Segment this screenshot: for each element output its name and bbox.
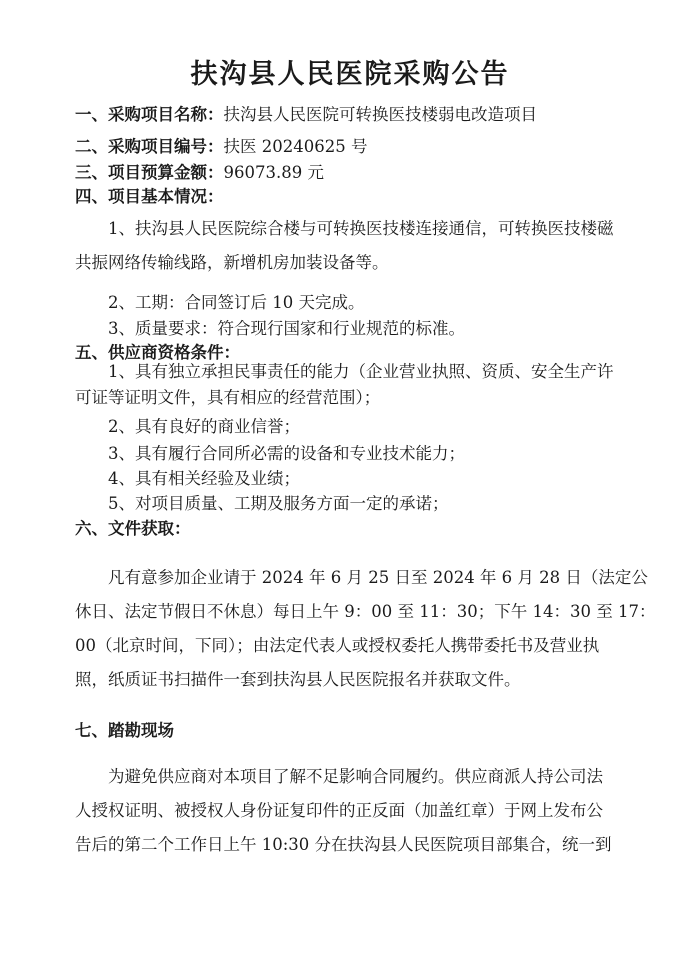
project-name-label: 一、采购项目名称： — [75, 105, 224, 124]
basic-info-heading — [75, 183, 224, 207]
qualification-label: 五、供应商资格条件： — [75, 343, 240, 362]
project-number-row — [75, 133, 367, 157]
basic-item-1-line-2: 共振网络传输线路，新增机房加装设备等。 — [75, 253, 389, 272]
qualification-item-4: 4、具有相关经验及业绩； — [108, 469, 300, 488]
documents-paragraph — [75, 561, 656, 697]
site-visit-heading — [75, 717, 174, 741]
basic-item-3: 3、质量要求：符合现行国家和行业规范的标准。 — [108, 319, 465, 338]
documents-line-4: 照，纸质证书扫描件一套到扶沟县人民医院报名并获取文件。 — [75, 670, 521, 689]
qualification-item-1-line-2: 可证等证明文件，具有相应的经营范围）； — [75, 388, 381, 407]
basic-info-label: 四、项目基本情况： — [75, 187, 224, 206]
project-name-value: 扶沟县人民医院可转换医技楼弱电改造项目 — [223, 105, 537, 124]
project-number-value: 扶医 20240625 号 — [223, 137, 368, 156]
documents-label: 六、文件获取： — [75, 519, 191, 538]
qualification-item-2: 2、具有良好的商业信誉； — [108, 417, 300, 436]
site-visit-line-1: 为避免供应商对本项目了解不足影响合同履约。供应商派人持公司法 — [108, 767, 603, 786]
project-name-row — [75, 101, 537, 125]
project-budget-value: 96073.89 元 — [223, 163, 324, 182]
site-visit-label: 七、踏勘现场 — [75, 721, 174, 740]
qualification-item-1-line-1: 1、具有独立承担民事责任的能力（企业营业执照、资质、安全生产许 — [108, 362, 614, 381]
basic-item-2: 2、工期：合同签订后 10 天完成。 — [108, 293, 365, 312]
qualification-item-5: 5、对项目质量、工期及服务方面一定的承诺； — [108, 494, 449, 513]
site-visit-line-3: 告后的第二个工作日上午 10:30 分在扶沟县人民医院项目部集合，统一到 — [75, 835, 612, 854]
site-visit-line-2: 人授权证明、被授权人身份证复印件的正反面（加盖红章）于网上发布公 — [75, 801, 603, 820]
document-title: 扶沟县人民医院采购公告 — [190, 59, 510, 90]
documents-line-3: 00（北京时间，下同）；由法定代表人或授权委托人携带委托书及营业执 — [75, 636, 600, 655]
basic-item-1-line-1: 1、扶沟县人民医院综合楼与可转换医技楼连接通信，可转换医技楼磁 — [108, 219, 614, 238]
qualification-item-3: 3、具有履行合同所必需的设备和专业技术能力； — [108, 444, 465, 463]
basic-item-1 — [75, 212, 635, 280]
project-budget-label: 三、项目预算金额： — [75, 163, 224, 182]
documents-heading — [75, 515, 191, 539]
documents-line-2: 休日、法定节假日不休息）每日上午 9：00 至 11：30；下午 14：30 至 17： — [75, 602, 656, 621]
project-budget-row — [75, 159, 324, 183]
documents-line-1: 凡有意参加企业请于 2024 年 6 月 25 日至 2024 年 6 月 28 日（法定公 — [108, 568, 648, 587]
site-visit-paragraph — [75, 760, 635, 862]
qualification-item-1 — [75, 359, 635, 411]
project-number-label: 二、采购项目编号： — [75, 137, 224, 156]
